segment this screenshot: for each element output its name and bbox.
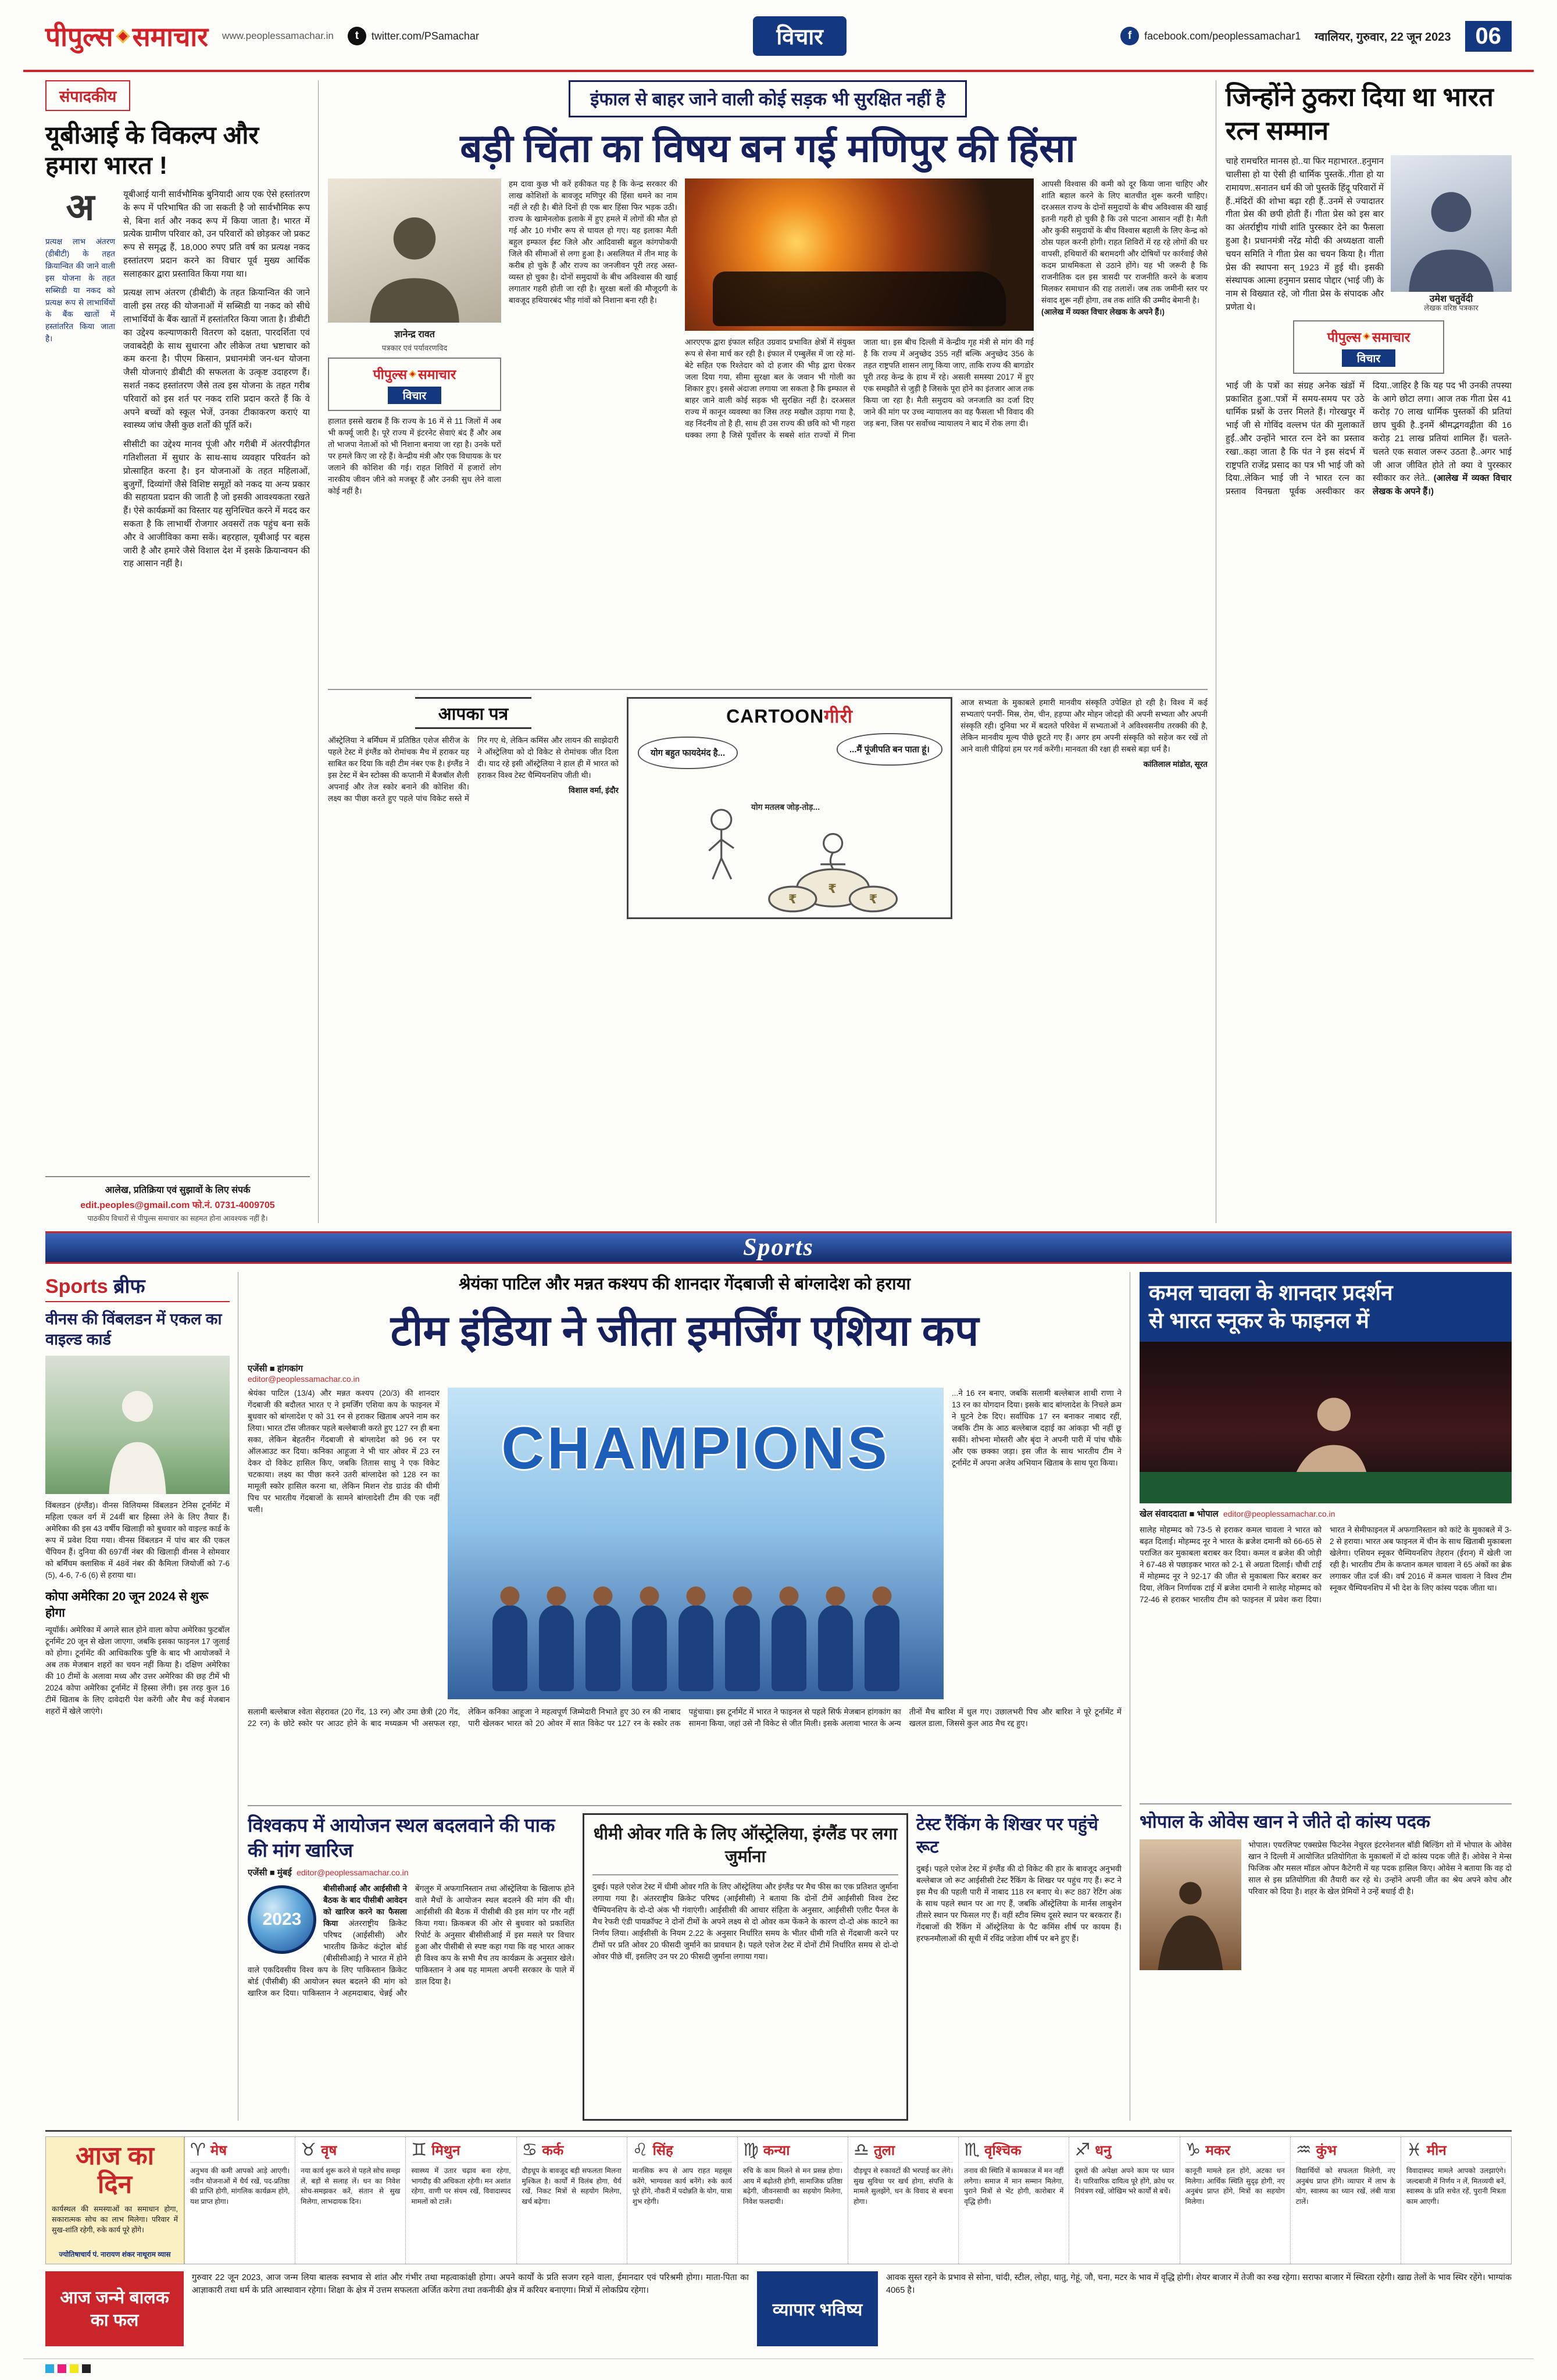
- asia-cup-text-right: ...ने 16 रन बनाए, जबकि सलामी बल्लेबाज शाथी राणा ने 13 रन का योगदान दिया। इसके बाद बांग्लादेश के निचले क्रम ने घुटने टेक दिए। सर्वाधिक 17 रन बनाकर नाबाद रहीं, जबकि टीम के आठ बल्लेबाज दहाई का आंकड़ा भी नहीं छू सकीं। शोभना मोस्तरी और बृंदा ने अपनी पारी में पांच चौके और एक छक्का जड़ा। इस जीत के साथ भारतीय टीम ने टूर्नामेंट में अपना अजेय अभियान खिताब के साथ पूरा किया।: [952, 1389, 1122, 1467]
- trade-text: आवक सुस्त रहने के प्रभाव से सोना, चांदी, स्टील, लोहा, धातु, गेहूं, जौ, चना, मटर के भाव में वृद्धि होगी। शेयर बाजार में तेजी का रुख रहेगा। सराफा बाजार में स्थिरता रहेगी। खाद्य तेलों के भाव स्थिर रहेंगे। भाग्यांक 4065 है।: [886, 2273, 1512, 2296]
- editorial-paragraph: यूबीआई यानी सार्वभौमिक बुनियादी आय एक ऐसे हस्तांतरण के रूप में परिभाषित की जा सकती है जो सार्वभौमिक रूप से, बिना शर्त और नकद रूप में किया जाता है। भारत में प्रत्येक ग्रामीण परिवार को, उन परिवारों को छोड़कर जो प्रकट रूप से समृद्ध हैं, 18,000 रुपए प्रति वर्ष का प्रत्यक्ष नकद हस्तांतरण प्रदान करने का विचार पूर्व मुख्य आर्थिक सलाहकार द्वारा प्रस्तावित किया गया था।: [123, 189, 310, 279]
- editorial-pullquote: [45, 188, 115, 1170]
- twitter-icon: t: [348, 27, 366, 45]
- brand-diamond-icon: [409, 370, 416, 378]
- zodiac-cell-aries: [184, 2137, 295, 2264]
- ratna-body: [1226, 380, 1512, 1223]
- player-silhouette: [865, 1605, 899, 1691]
- lead-article: [328, 80, 1216, 1223]
- twitter-handle: [348, 27, 479, 45]
- snooker-player-silhouette: [1140, 1364, 1512, 1503]
- brand-section: विचार: [1342, 349, 1395, 367]
- worldcup-text: अंतरराष्ट्रीय क्रिकेट परिषद (आईसीसी) और भारतीय क्रिकेट कंट्रोल बोर्ड (बीसीसीआई) ने भारत में होने वाले एकदिवसीय विश्व कप के लिए पाकिस्तान क्रिकेट बोर्ड (पीसीबी) की आयोजन स्थल बदलने की मांग को खारिज कर दिया। पाकिस्तान ने अहमदाबाद, चेन्नई और बेंगलुरु में अफगानिस्तान तथा ऑस्ट्रेलिया के खिलाफ होने वाले मैचों के आयोजन स्थल बदलने की मांग की थी। आईसीसी की बैठक में पीसीबी की इस मांग पर गौर नहीं किया गया। क्रिकबज की ओर से बुधवार को प्रकाशित रिपोर्ट के अनुसार बीसीसीआई में इस मसले पर विचार हुआ और पीसीबी से स्पष्ट कहा गया कि वह भारत आकर ही विश्व कप के सभी मैच तय कार्यक्रम के अनुसार खेले। पाकिस्तान ने अब यह मामला अपनी सरकार के पाले में डाल दिया है।: [248, 1884, 574, 1997]
- owais-body-row: [1140, 1839, 1512, 2121]
- letter-2: [960, 697, 1208, 919]
- brand-text-2: समाचार: [418, 367, 456, 383]
- byline-agency: एजेंसी ■ हांगकांग: [248, 1364, 303, 1374]
- zodiac-name: वृश्चिक: [984, 2143, 1022, 2159]
- bharat-ratna-article: [1226, 80, 1512, 1223]
- person-silhouette: [1391, 174, 1512, 292]
- magenta-mark: [58, 2364, 66, 2373]
- sports-section: [45, 1231, 1512, 2121]
- facebook-icon: f: [1120, 27, 1139, 45]
- bodybuilder-photo: [1140, 1839, 1241, 1970]
- lead-kicker: इंफाल से बाहर जाने वाली कोई सड़क भी सुरक्षित नहीं है: [569, 80, 967, 117]
- letters-section-title: आपका पत्र: [415, 697, 531, 729]
- masthead: [45, 9, 1512, 63]
- lead-article-body: [328, 178, 1208, 682]
- brief-header-red: Sports: [45, 1275, 108, 1298]
- zodiac-cell-sagittarius: [1069, 2137, 1179, 2264]
- letters-strip: [328, 689, 1208, 919]
- author-role: पत्रकार एवं पर्यावरणविद: [381, 344, 448, 353]
- brief-body-1: विंबलडन (इंग्लैंड)। वीनस विलियम्स विंबलडन टेनिस टूर्नामेंट में महिला एकल वर्ग में 24वीं बार हिस्सा लेने के लिए तैयार हैं। अमेरिका की इस 43 वर्षीय खिलाड़ी को बुधवार को वाइल्ड कार्ड के रूप में प्रवेश दिया गया। वीनस विंबलडन में पांच बार की एकल चैंपियन हैं। दुनिया की 697वीं नंबर की खिलाड़ी वीनस ने सोमवार को बर्मिंघम क्लासिक में 48वें नंबर की कैमिला जियोर्जी को 7-6 (5), 4-6, 7-6 (6) से हराया था।: [45, 1501, 230, 1579]
- zodiac-text: दूसरों की अपेक्षा अपने काम पर ध्यान दें। पारिवारिक दायित्व पूरे होंगे, क्रोध पर नियंत्रण रखें, जोखिम भरे कार्यों से बचें।: [1074, 2167, 1174, 2196]
- cartoon-title: [634, 703, 945, 728]
- birth-trade-row: [45, 2271, 1512, 2346]
- zodiac-header: [301, 2140, 400, 2163]
- asia-cup-article: [248, 1272, 1130, 2121]
- birth-label: आज जन्मे बालक का फल: [45, 2271, 184, 2346]
- sports-brief-header: [45, 1272, 230, 1302]
- zodiac-sagittarius-icon: ♐: [1074, 2140, 1091, 2160]
- zodiac-header: [854, 2140, 953, 2163]
- player-silhouette: [492, 1605, 527, 1691]
- today-title-line2: दिन: [97, 2170, 133, 2199]
- today-box: [46, 2137, 184, 2264]
- champions-overlay-text: CHAMPIONS: [501, 1415, 890, 1481]
- cartoon-speech-bubble-1: योग बहुत फायदेमंद है...: [638, 737, 738, 769]
- svg-text:₹: ₹: [828, 881, 837, 896]
- zodiac-header: [1185, 2140, 1285, 2163]
- worldcup-headline: विश्वकप में आयोजन स्थल बदलवाने की पाक की मांग खारिज: [248, 1814, 555, 1861]
- zodiac-text: दौड़धूप के बावजूद बड़ी सफलता मिलना मुश्किल है। कार्यों में विलंब होगा, धैर्य रखें, निकट मित्रों से सहयोग मिलेगा, खर्च बढ़ेगा।: [522, 2167, 622, 2206]
- zodiac-capricorn-icon: ♑: [1185, 2140, 1201, 2160]
- cartoon-canvas: [634, 732, 945, 913]
- brief-body-2: न्यूयॉर्क। अमेरिका में अगले साल होने वाला कोपा अमेरिका फुटबॉल टूर्नामेंट 20 जून से खेला जाएगा, जबकि इसका फाइनल 17 जुलाई को होगा। टूर्नामेंट की आधिकारिक पुष्टि के बाद भी आयोजकों ने अब तक मेजबान शहरों का चयन नहीं किया है। दक्षिण अमेरिका की 10 टीमों के अलावा मध्य और उत्तर अमेरिका की छह टीमें भी 2024 कोपा अमेरिका टूर्नामेंट में हिस्सा लेंगी। इस तरह कुल 16 टीमें खिताब के लिए दावेदारी पेश करेंगी और मैच कई मेजबान शहरों में खेले जाएंगे।: [45, 1625, 230, 1716]
- section-name-box: विचार: [753, 16, 846, 56]
- ratna-endnote: (आलेख में व्यक्त विचार लेखक के अपने हैं।): [1373, 473, 1512, 497]
- zodiac-cell-taurus: [295, 2137, 405, 2264]
- astrologer-credit: ज्योतिषाचार्य पं. नारायण शंकर नाथूराम व्यास: [59, 2250, 171, 2259]
- brand-diamond-icon: [1363, 333, 1370, 340]
- asia-cup-kicker: श्रेयंका पाटिल और मन्नत कश्यप की शानदार गेंदबाजी से बांग्लादेश को हराया: [458, 1275, 911, 1293]
- logo-text-1: पीपुल्स: [45, 22, 113, 52]
- cyan-mark: [45, 2364, 54, 2373]
- fine-headline: धीमी ओवर गति के लिए ऑस्ट्रेलिया, इंग्लैंड पर लगा जुर्माना: [592, 1823, 898, 1875]
- cartoon-title-red: गीरी: [824, 706, 853, 727]
- slow-over-fine-box: [583, 1813, 908, 2121]
- worldcup-intro: बीसीसीआई और आईसीसी ने बैठक के बाद पीसीबी आवेदन को खारिज करने का फैसला किया: [323, 1884, 407, 1928]
- ratna-top-row: [1226, 155, 1512, 315]
- root-ranking-article: [916, 1813, 1122, 2121]
- zodiac-text: विवादास्पद मामले आपको उलझाएंगे। जल्दबाजी में निर्णय न लें, मितव्ययी बनें, स्वास्थ्य के प्रति सचेत रहें, पुरानी मित्रता काम आएगी।: [1406, 2167, 1506, 2206]
- zodiac-header: [743, 2140, 842, 2163]
- opinion-region: [45, 80, 1512, 1223]
- venus-williams-photo: [45, 1356, 230, 1494]
- snooker-body: सालेह मोहम्मद को 73-5 से हराकर कमल चावला ने भारत को बढ़त दिलाई। मोहम्मद नूर ने भारत के ब्रजेश दमानी को 66-65 से पराजित कर मुकाबला बराबर कर दिया। कमल व ब्रजेश की जोड़ी ने 67-48 से पछाड़कर भारत को 2-1 से अग्रता दिलाई। चौथी टाई में मोहम्मद नूर ने 92-17 की जीत से मुकाबला फिर बराबर कर दिया, लेकिन निर्णायक टाई में ब्रजेश दमानी ने सालेह मोहम्मद को 72-46 से हराकर भारतीय टीम को फाइनल में प्रवेश करा दिया। भारत ने सेमीफाइनल में अफगानिस्तान को कांटे के मुकाबले में 3-2 से हराया। भारत अब फाइनल में चीन के साथ खिताबी मुकाबला खेलेगा। एशियन स्नूकर चैम्पियनशिप तेहरान (ईरान) में खेली जा रही है। भारतीय टीम के कप्तान कमल चावला ने 65 अंकों का ब्रेक लगाकर जीत दर्ज की। वर्ष 2016 में कमल चावला ने विश्व टीम स्नूकर चैम्पियनशिप में भी देश के लिए कांस्य पदक जीता था।: [1140, 1525, 1512, 1604]
- zodiac-cell-aquarius: [1290, 2137, 1401, 2264]
- byline-agency: एजेंसी ■ मुंबई: [248, 1867, 292, 1878]
- brand-title: [1299, 327, 1438, 346]
- sports-brief-column: [45, 1272, 238, 2121]
- letter-1-text: ऑस्ट्रेलिया ने बर्मिंघम में प्रतिष्ठित एशेज सीरीज के पहले टेस्ट में इंग्लैंड को रोमांचक मैच में हराकर यह साबित कर दिया कि वही टीम नंबर एक है। इंग्लैंड ने इस टेस्ट में बेन स्टोक्स की कप्तानी में बैजबॉल शैली अपनाई और तेज स्कोर बनाने की कोशिश की। लक्ष्य का पीछा करते हुए पहले पांच विकेट सस्ते में गिर गए थे, लेकिन कमिंस और लायन की साझेदारी ने ऑस्ट्रेलिया को दो विकेट से रोमांचक जीत दिला दी। याद रहे इसी ऑस्ट्रेलिया ने हाल ही में भारत को हराकर विश्व टेस्ट चैम्पियनशिप जीती थी।: [328, 736, 619, 803]
- zodiac-name: मिथुन: [431, 2143, 460, 2159]
- trade-label: व्यापार भविष्य: [757, 2271, 878, 2346]
- editorial-paragraph: प्रत्यक्ष लाभ अंतरण (डीबीटी) के तहत क्रियान्वित की जाने वाली इस तरह की योजनाओं में सब्सिडी या नकद को सीधे लाभार्थियों के बैंक खातों में हस्तांतरित किया जाता है। डीबीटी का उद्देश्य कल्याणकारी वितरण को दक्षता, पारदर्शिता एवं जवाबदेही के साथ सुधारना और लीकेज तथा भ्रष्टाचार को कम करना है। पीएम किसान, प्रधानमंत्री जन-धन योजना जैसी योजनाएं डीबीटी की सफलता के उत्कृष्ट उदाहरण हैं। सशर्त नकद हस्तांतरण जैसे तत्व इस योजना के तहत गरीब परिवारों को इस शर्त पर नकद राशि प्रदान करते हैं कि वे अपने बच्चों को स्कूल भेजें, उनका टीकाकरण कराएं या स्वास्थ्य जांच जैसी कुछ शर्तों की पूर्ति करें।: [123, 288, 310, 431]
- bottom-rule: [23, 2358, 1534, 2359]
- editorial-section-tag: संपादकीय: [45, 80, 130, 111]
- facebook-handle-text: facebook.com/peoplessamachar1: [1144, 30, 1301, 42]
- author-role: लेखक वरिष्ठ पत्रकार: [1424, 303, 1479, 313]
- snooker-headline-line1: कमल चावला के शानदार प्रदर्शन: [1149, 1281, 1393, 1305]
- zodiac-name: तुला: [873, 2143, 895, 2159]
- bodybuilder-silhouette: [1140, 1858, 1241, 1971]
- worldcup-2023-logo: 2023: [248, 1885, 316, 1954]
- fine-body: दुबई। पहले एशेज टेस्ट में धीमी ओवर गति के लिए ऑस्ट्रेलिया और इंग्लैंड पर मैच फीस का एक प्रतिशत जुर्माना लगाया गया है। अंतरराष्ट्रीय क्रिकेट परिषद (आईसीसी) ने बताया कि दोनों टीमें आईसीसी विश्व टेस्ट चैम्पियनशिप के दो-दो अंक भी गंवाएंगी। आईसीसी की आचार संहिता के अनुसार, आईसीसी एलीट पैनल के मैच रेफरी एंडी पायक्रॉफ्ट ने दोनों टीमों के अपने लक्ष्य से दो ओवर कम फेंकने के कारण दो-दो अंक काटने का निर्णय लिया। आईसीसी के नियम 2.22 के अनुसार निर्धारित समय के भीतर धीमी गति से गेंदबाजी करने पर टीमों पर प्रति ओवर 20 फीसदी जुर्माने का प्रावधान है। पहले एशेज टेस्ट में दोनों टीमें निर्धारित समय से दो-दो ओवर पीछे थीं, इसलिए उन पर 20 फीसदी जुर्माना लगाया गया।: [592, 1882, 898, 1961]
- zodiac-cell-cancer: [516, 2137, 627, 2264]
- zodiac-libra-icon: ♎: [854, 2140, 869, 2160]
- zodiac-cancer-icon: ♋: [522, 2140, 538, 2160]
- owais-article: [1140, 1803, 1512, 2121]
- zodiac-virgo-icon: ♍: [742, 2140, 759, 2160]
- editorial-contact-box: [45, 1176, 310, 1223]
- contact-title: आलेख, प्रतिक्रिया एवं सुझावों के लिए संपर्क: [105, 1185, 251, 1195]
- zodiac-name: सिंह: [652, 2143, 673, 2159]
- editorial-text: [123, 188, 310, 1170]
- zodiac-pisces-icon: ♓: [1406, 2140, 1422, 2160]
- zodiac-text: कानूनी मामले हल होंगे, अटका धन मिलेगा। आर्थिक स्थिति सुदृढ़ होगी, नए अनुबंध प्राप्त होंगे, मित्रों का सहयोग मिलेगा।: [1185, 2167, 1285, 2206]
- zodiac-cell-leo: [627, 2137, 737, 2264]
- lead-headline: बड़ी चिंता का विषय बन गई मणिपुर की हिंसा: [460, 127, 1076, 170]
- cartoon-title-black: CARTOON: [726, 706, 824, 727]
- asia-cup-body-row: [248, 1388, 1122, 1699]
- ratna-text-intro: चाहे रामचरित मानस हो..या फिर महाभारत..हनुमान चालीसा हो या ऐसी ही धार्मिक पुस्तकें..गीता हो या रामायण..सनातन धर्म की जो पुस्तकें हिंदू परिवारों में हैं..मंदिरों की शोभा बढ़ा रही हैं..उनमें से ज्यादातर गीता प्रेस की छपी होती हैं। गीता प्रेस को इस बार का अंतर्राष्ट्रीय गांधी शांति पुरस्कार देने का फैसला हुआ है। प्रधानमंत्री नरेंद्र मोदी की अध्यक्षता वाली चयन समिति ने गीता प्रेस का चयन किया है। गीता प्रेस की स्थापना सन् 1923 में हुई थी। इसकी संस्थापक आत्मा हनुमान प्रसाद पोद्दार (भाई जी) के नाम से विख्यात रहे, जो गीता प्रेस के संपादक और प्रणेता थे।: [1226, 156, 1384, 312]
- zodiac-text: दौड़धूप से रुकावटों की भरपाई कर लेंगे। सुख सुविधा पर खर्च होगा, संपत्ति के मामले सुलझेंगे, धन के विवाद से बचना होगा।: [854, 2167, 954, 2206]
- today-title-line1: आज का: [75, 2142, 155, 2170]
- byline-email: editor@peoplessamachar.co.in: [1223, 1509, 1335, 1519]
- zodiac-name: कुंभ: [1316, 2143, 1337, 2159]
- page-number: 06: [1465, 21, 1512, 52]
- brand-text-1: पीपुल्स: [373, 367, 408, 383]
- zodiac-text: रुचि के काम मिलने से मन प्रसन्न होगा। आय में बढ़ोतरी होगी, सामाजिक प्रतिष्ठा बढ़ेगी, जीवनसाथी का सहयोग मिलेगा, निवेश फलदायी।: [742, 2167, 843, 2206]
- black-mark: [82, 2364, 91, 2373]
- burning-vehicle-photo: [685, 178, 1034, 331]
- website-url: www.peoplessamachar.in: [222, 30, 334, 41]
- facebook-handle: [1120, 27, 1301, 45]
- author-photo-gyanendra: [328, 178, 501, 323]
- author-name: ज्ञानेन्द्र रावत: [394, 330, 435, 340]
- worldcup-byline: [248, 1867, 574, 1878]
- letter-1: [328, 735, 619, 919]
- zodiac-text: मानसिक रूप से आप राहत महसूस करेंगे, भाग्यवश कार्य बनेंगे। रुके कार्य पूरे होंगे, नौकरी में पदोन्नति के योग, यात्रा शुभ रहेगी।: [632, 2167, 732, 2206]
- zodiac-leo-icon: ♌: [632, 2140, 648, 2160]
- owais-body: भोपाल। एयरलिफ्ट एक्सप्रेस फिटनेस नेचुरल इंटरनेशनल बॉडी बिल्डिंग शो में भोपाल के ओवेस खान ने दिल्ली में आयोजित प्रतियोगिता के मुकाबलों में दो कांस्य पदक जीते हैं। ओवेस ने मेन्स फिजिक और मसल मॉडल ओपन कैटेगरी में यह पदक हासिल किए। ओवेस ने बताया कि वह दो साल से इस प्रतियोगिता की तैयारी कर रहे थे। उन्होंने अपनी जीत का श्रेय अपने कोच और परिवार को दिया है। शहर के खेल प्रेमियों ने उन्हें बधाई दी है।: [1248, 1841, 1512, 1896]
- sports-grid: [45, 1272, 1512, 2121]
- zodiac-text: नया कार्य शुरू करने से पहले सोच समझ लें, बड़ों से सलाह लें। धन का निवेश सोच-समझकर करें, संतान से सुख मिलेगा, लाभदायक दिन।: [301, 2167, 401, 2206]
- contact-email: edit.peoples@gmail.com फो.नं. 0731-4009705: [80, 1200, 275, 1210]
- cartoon-box: [627, 697, 952, 919]
- letter-2-signature: कांतिलाल मांडोत, सूरत: [1143, 759, 1208, 769]
- sports-bottom-row: [248, 1805, 1122, 2121]
- sports-section-banner: Sports: [45, 1231, 1512, 1264]
- worldcup-body: [248, 1883, 574, 2121]
- byline-email: editor@peoplessamachar.co.in: [248, 1374, 360, 1384]
- zodiac-cell-scorpio: [958, 2137, 1069, 2264]
- root-body: दुबई। पहले एशेज टेस्ट में इंग्लैंड की दो विकेट की हार के बावजूद अनुभवी बल्लेबाज जो रूट आईसीसी टेस्ट रैंकिंग के शिखर पर पहुंच गए हैं। रूट ने इस मैच की पहली पारी में नाबाद 118 रन बनाए थे। रूट 887 रेटिंग अंक के साथ पहले स्थान पर आ गए हैं, जबकि ऑस्ट्रेलिया के मार्नस लाबुशेन तीसरे स्थान पर फिसल गए हैं। वहीं स्टीव स्मिथ दूसरे स्थान पर बरकरार हैं। गेंदबाजों की रैंकिंग में ऑस्ट्रेलिया के पैट कमिंस शीर्ष पर कायम हैं। हरफनमौलाओं की सूची में रविंद्र जडेजा शीर्ष पर बने हुए हैं।: [916, 1864, 1122, 1943]
- zodiac-taurus-icon: ♉: [301, 2140, 317, 2160]
- ratna-text-body: भाई जी के पत्रों का संग्रह अनेक खंडों में प्रकाशित हुआ..पत्रों में समय-समय पर उठे धार्मिक प्रश्नों के उत्तर मिलते हैं। गोरखपुर में भाई जी से गोविंद वल्लभ पंत की मुलाकातें हुईं..और उन्होंने भारत रत्न देने का प्रस्ताव रखा..कहा जाता है कि पंत ने इस संदर्भ में राष्ट्रपति राजेंद्र प्रसाद का पत्र भी भाई जी को दिया..लेकिन भाई जी ने भारत रत्न का प्रस्ताव विनम्रता पूर्वक अस्वीकार कर दिया..जाहिर है कि यह पद भी उनकी तपस्या के आगे छोटा लगा। आज तक गीता प्रेस 41 करोड़ 70 लाख धार्मिक पुस्तकों की प्रतियां छाप चुकी है..इनमें श्रीमद्भगवद्गीता की 16 करोड़ 21 लाख प्रतियां शामिल हैं। चलते-चलते एक सवाल जरूर उठता है..अगर भाई जी आज जीवित होते तो क्या वे पुरस्कार स्वीकार कर लेते..: [1226, 380, 1512, 497]
- editorial-side-note: प्रत्यक्ष लाभ अंतरण (डीबीटी) के तहत क्रियान्वित की जाने वाली इस योजना के तहत सब्सिडी या नकद को प्रत्यक्ष रूप से लाभार्थियों के बैंक खातों में हस्तांतरित किया जाता है।: [45, 237, 115, 344]
- zodiac-name: मीन: [1426, 2143, 1447, 2159]
- svg-text:₹: ₹: [869, 892, 878, 907]
- editorial-dropcap: अ: [66, 188, 95, 228]
- newspaper-logo: [45, 18, 208, 54]
- editorial-column: [45, 80, 319, 1223]
- brand-title: [334, 364, 495, 383]
- owais-headline: भोपाल के ओवेस खान ने जीते दो कांस्य पदक: [1140, 1811, 1430, 1832]
- snooker-headline: [1140, 1272, 1512, 1342]
- zodiac-name: वृष: [321, 2143, 337, 2159]
- yellow-mark: [70, 2364, 78, 2373]
- zodiac-name: मेष: [210, 2143, 227, 2159]
- tennis-player-silhouette: [45, 1375, 230, 1495]
- brand-text-1: पीपुल्स: [1327, 329, 1362, 345]
- horoscope-section: [45, 2130, 1512, 2346]
- brand-section: विचार: [388, 387, 441, 404]
- snooker-column: [1140, 1272, 1512, 2121]
- brief-header-navy: ब्रीफ: [108, 1275, 145, 1298]
- worldcup-article: [248, 1813, 574, 2121]
- editorial-paragraph: सीसीटी का उद्देश्य मानव पूंजी और गरीबी में अंतरपीढ़ीगत गतिशीलता में सुधार के साथ-साथ व्यवहार परिवर्तन को प्रोत्साहित करना है। इन योजनाओं के तहत महिलाओं, बुजुर्गों, दिव्यांगों जैसे विशिष्ट समूहों को नकद या अन्य प्रकार की सहायता प्रदान की जाती है जो इसकी आवश्यकता रखते हैं। ऐसे कार्यक्रमों का विस्तार यह सुनिश्चित करने में मदद कर सकता है कि लाभार्थी रोजगार अवसरों तक पहुंच बना सकें और वे आजीविका कमा सकें। बहरहाल, यूबीआई पर बहस जारी है और हमारे जैसे विशाल देश में इसके क्रियान्वयन की राह आसान नहीं है।: [123, 439, 310, 569]
- lead-column-3-4: [685, 178, 1034, 682]
- team-players-silhouettes: [448, 1585, 944, 1699]
- zodiac-gemini-icon: ♊: [411, 2140, 427, 2160]
- author-photo-umesh: [1391, 155, 1512, 292]
- zodiac-name: कर्क: [542, 2143, 564, 2159]
- zodiac-header: [411, 2140, 510, 2163]
- letters-section: [328, 697, 619, 919]
- lead-column-1: [328, 178, 501, 682]
- asia-cup-headline: टीम इंडिया ने जीता इमर्जिंग एशिया कप: [390, 1307, 979, 1355]
- player-silhouette: [585, 1605, 620, 1691]
- dateline: ग्वालियर, गुरुवार, 22 जून 2023: [1315, 30, 1451, 44]
- lead-column-2: हम दावा कुछ भी करें हकीकत यह है कि केन्द्र सरकार की लाख कोशिशों के बावजूद मणिपुर की हिंसा थमने का नाम नहीं ले रही है। बीते दिनों ही एक बार हिंसा फिर भड़क उठी। राज्य के खामेनलोक इलाके में हुए हमले में लोगों की मौत हो गई और 10 गंभीर रूप से घायल हो गए। यह इलाका मैती बहुल इम्फाल ईस्ट जिले और आदिवासी बहुल कांगपोकपी जिले की सीमाओं से लगा हुआ है। असलियत में तीन माह के करीब हो चुके हैं और राज्य का जनजीवन पूरी तरह अस्त-व्यस्त हो चुका है। दोनों समुदायों के बीच अविश्वास की खाई लगातार गहरी होती जा रही है। सुरक्षा बलों की मौजूदगी के बावजूद हथियारबंद भीड़ गांवों को निशाना बना रही है।: [509, 180, 677, 305]
- logo-diamond-icon: [116, 29, 130, 43]
- lead-text-col1: हालात इससे खराब हैं कि राज्य के 16 में से 11 जिलों में अब भी कर्फ्यू जारी है। पूरे राज्य में इंटरनेट सेवाएं बंद हैं और अब तो भाजपा नेताओं को भी निशाना बनाया जा रहा है। उनके घरों पर हमले किए जा रहे हैं। केन्द्रीय मंत्री और एक विधायक के घर जलाने की कोशिश की गई। राहत शिविरों में हजारों लोग नारकीय जीवन जीने को मजबूर हैं और उनकी सुध लेने वाला कोई नहीं है।: [328, 417, 501, 495]
- zodiac-text: स्वास्थ्य में उतार चढ़ाव बना रहेगा, भागदौड़ की अधिकता रहेगी। मन अशांत रहेगा, वाणी पर संयम रखें, विवादास्पद मामलों को टालें।: [411, 2167, 511, 2206]
- zodiac-text: विद्यार्थियों को सफलता मिलेगी, नए अनुबंध प्राप्त होंगे। व्यापार में लाभ के योग, स्वास्थ्य का ध्यान रखें, लंबी यात्रा टालें।: [1295, 2167, 1395, 2206]
- lead-endnote: (आलेख में व्यक्त विचार लेखक के अपने हैं।): [1041, 307, 1165, 316]
- zodiac-scorpio-icon: ♏: [964, 2140, 980, 2160]
- ratna-photo-column: [1391, 155, 1512, 315]
- print-registration-marks: [45, 2364, 91, 2373]
- cartoon-drawing: [634, 782, 945, 913]
- player-silhouette: [678, 1605, 713, 1691]
- player-silhouette: [725, 1605, 760, 1691]
- lead-kicker-wrap: [328, 80, 1208, 117]
- lead-text-col5: आपसी विश्वास की कमी को दूर किया जाना चाहिए और शांति बहाल करने के लिए बातचीत शुरू करनी चाहिए। दरअसल राज्य के दोनों समुदायों के बीच अविश्वास की खाई इतनी गहरी हो चुकी है कि उसे पाटना आसान नहीं है। मैती और कुकी समुदायों के बीच विश्वास बहाली के लिए केन्द्र को ठोस पहल करनी होगी। राहत शिविरों में रह रहे लोगों की घर वापसी, हथियारों की बरामदगी और दोषियों पर कार्रवाई जैसे कदम प्राथमिकता से उठाने होंगे। यह भी जरूरी है कि राजनीतिक दल इस त्रासदी पर राजनीति करने के बजाय मिलकर समाधान की राह तलाशें। जब तक जमीनी स्तर पर संवाद शुरू नहीं होगा, तब तक शांति की उम्मीद बेमानी है।: [1041, 180, 1208, 305]
- champions-team-photo: [448, 1388, 944, 1699]
- zodiac-row: [45, 2136, 1512, 2264]
- snooker-headline-line2: से भारत स्नूकर के फाइनल में: [1149, 1309, 1369, 1333]
- today-text: कार्यस्थल की समस्याओं का समाधान होगा, सकारात्मक सोच का लाभ मिलेगा। परिवार में सुख-शांति रहेगी, रुके कार्य पूरे होंगे।: [52, 2204, 178, 2234]
- zodiac-aquarius-icon: ♒: [1295, 2140, 1312, 2160]
- zodiac-aries-icon: ♈: [190, 2140, 206, 2160]
- snooker-byline: [1140, 1508, 1512, 1520]
- asia-cup-text-left: श्रेयंका पाटिल (13/4) और मन्नत कश्यप (20/3) की शानदार गेंदबाजी की बदौलत भारत ए ने इमर्जिंग एशिया कप के फाइनल में बुधवार को बांग्लादेश ए को 31 रन से हराकर खिताब अपने नाम कर लिया। भारत टॉस जीतकर पहले बल्लेबाजी करते हुए 127 रन ही बना सका, लेकिन बेहतरीन गेंदबाजी से बांग्लादेश को 96 रन पर ऑलआउट कर दिया। कनिका आहूजा ने भी चार ओवर में 23 रन देकर दो विकेट हासिल किए, जबकि तितास साधु ने एक विकेट चटकाया। लक्ष्य का पीछा करने उतरी बांग्लादेश को 128 रन का मामूली स्कोर हासिल करना था, लेकिन मिशन रोड ग्राउंड की धीमी पिच पर भारतीय गेंदबाजों के सामने बांग्लादेशी टीम की एक नहीं चली।: [248, 1389, 440, 1514]
- zodiac-header: [1074, 2140, 1174, 2163]
- birth-text: गुरुवार 22 जून 2023, आज जन्म लिया बालक स्वभाव से शांत और गंभीर तथा महत्वाकांक्षी होगा। अपने कार्यों के प्रति सजग रहने वाला, ईमानदार एवं परिश्रमी होगा। माता-पिता का आज्ञाकारी तथा धर्म के प्रति आस्थावान रहेगा। शिक्षा के क्षेत्र में उत्तम सफलता अर्जित करेगा तथा तकनीकी क्षेत्र में करियर बनाएगा। मित्रों में लोकप्रिय रहेगा।: [192, 2273, 749, 2296]
- masthead-divider: [23, 70, 1534, 72]
- zodiac-header: [964, 2140, 1063, 2163]
- paper-brand-box: [328, 358, 501, 411]
- zodiac-cell-pisces: [1401, 2137, 1511, 2264]
- svg-text:₹: ₹: [788, 892, 797, 907]
- zodiac-text: तनाव की स्थिति में कामकाज में मन नहीं लगेगा। समाज में मान सम्मान मिलेगा, पुराने मित्रों से भेंट होगी, कारोबार में वृद्धि होगी।: [964, 2167, 1064, 2206]
- cartoon-speech-bubble-2: ...मैं पूंजीपति बन पाता हूं।: [837, 733, 942, 766]
- letter-2-text: आज सभ्यता के मुकाबले हमारी मानवीय संस्कृति उपेक्षित हो रही है। विश्व में कई सभ्यताएं पनपीं- मिस्र, रोम, चीन, हड़प्पा और मोहन जोदड़ो की अपनी सभ्यता और अपनी संस्कृति रही। दुनिया भर में बदलते परिवेश में सभ्यताओं ने अविश्वसनीय तरक्की की है, लेकिन मानवीय मूल्य पीछे छूटते गए हैं। अगर हम अपनी संस्कृति को सहेज कर रखें तो आने वाली पीढ़ियां हम पर गर्व करेंगी। मानवता की रक्षा ही सबसे बड़ा धर्म है।: [960, 698, 1208, 753]
- twitter-handle-text: twitter.com/PSamachar: [371, 30, 479, 42]
- player-silhouette: [772, 1605, 806, 1691]
- zodiac-header: [1406, 2140, 1506, 2163]
- brand-text-2: समाचार: [1372, 329, 1410, 345]
- byline-agency: खेल संवाददाता ■ भोपाल: [1140, 1509, 1219, 1520]
- asia-cup-byline: [248, 1363, 1122, 1384]
- zodiac-header: [522, 2140, 622, 2163]
- paper-brand-box: [1293, 320, 1444, 374]
- ratna-headline: जिन्होंने ठुकरा दिया था भारत रत्न सम्मान: [1226, 82, 1494, 145]
- asia-cup-text-below: सलामी बल्लेबाज श्वेता सेहरावत (20 गेंद, 13 रन) और उमा छेत्री (20 गेंद, 22 रन) के छोटे स्कोर पर आउट होने के बाद मध्यक्रम भी असफल रहा, लेकिन कनिका आहूजा ने महत्वपूर्ण जिम्मेदारी निभाते हुए 30 रन की नाबाद पारी खेलकर भारत को 20 ओवर में सात विकेट पर 127 रन के स्कोर तक पहुंचाया। इस टूर्नामेंट में भारत ने फाइनल से पहले सिर्फ मेजबान हांगकांग का सामना किया, जहां उसे नौ विकेट से जीत मिली। इसके अलावा भारत के अन्य तीनों मैच बारिश में धुल गए। उछालभरी पिच और बारिश ने पूरे टूर्नामेंट में खलल डाला, जिससे कुल आठ मैच रद्द हुए।: [248, 1707, 1122, 1728]
- lead-text-col3-4: आरएएफ द्वारा इंफाल सहित उग्रवाद प्रभावित क्षेत्रों में संयुक्त रूप से सेना मार्च कर रही है। इंफाल में एम्बुलेंस में जा रहे मां-बेटे सहित एक रिश्तेदार को दो हजार की भीड़ द्वारा घेरकर जला दिया गया, सीमा सुरक्षा बल के जवान भी गोली का शिकार हुए। इससे अंदाजा लगाया जा सकता है कि इम्फाल से बाहर जाने वाली कोई सड़क भी सुरक्षित नहीं है। दरअसल राज्य में कानून व्यवस्था का जिस तरह मखौल उड़ाया गया है, वह निंदनीय तो है ही, साथ ही उस राज्य की छवि को भी गहरा धक्का लगा है जिसे पूर्वोत्तर के सबसे शांत राज्यों में गिना जाता था। इस बीच दिल्ली में केन्द्रीय गृह मंत्री से मांग की गई है कि राज्य में अनुच्छेद 355 नहीं बल्कि अनुच्छेद 356 के तहत राष्ट्रपति शासन लागू किया जाए, ताकि राज्य की बागडोर पूरी तरह केन्द्र के हाथ में रहे। असली समस्या 2017 में हुए एक समझौते से जुड़ी है जिसके पूरा होने का इंतजार आज तक किया जा रहा है। मैती समुदाय को जनजाति का दर्जा दिए जाने की मांग पर उच्च न्यायालय का वह फैसला भी विवाद की जड़ बना, जिस पर सर्वोच्च न्यायालय ने बाद में रोक लगा दी।: [685, 338, 1034, 439]
- brief-subhead: कोपा अमेरिका 20 जून 2024 से शुरू होगा: [45, 1589, 209, 1620]
- lead-column-5: [1041, 178, 1208, 682]
- byline-email: editor@peoplessamachar.co.in: [297, 1867, 409, 1877]
- zodiac-name: कन्या: [763, 2143, 790, 2159]
- brief-headline: वीनस की विंबलडन में एकल का वाइल्ड कार्ड: [45, 1310, 222, 1349]
- letter-1-signature: विशाल वर्मा, इंदौर: [569, 785, 619, 795]
- root-headline: टेस्ट रैंकिंग के शिखर पर पहुंचे रूट: [916, 1815, 1098, 1857]
- zodiac-name: मकर: [1205, 2143, 1231, 2159]
- zodiac-name: धनु: [1095, 2143, 1112, 2159]
- player-silhouette: [632, 1605, 667, 1691]
- editorial-body: [45, 188, 310, 1170]
- cartoon-caption: योग मतलब जोड़-तोड़...: [751, 802, 820, 812]
- zodiac-header: [633, 2140, 732, 2163]
- zodiac-cell-libra: [848, 2137, 958, 2264]
- zodiac-header: [190, 2140, 290, 2163]
- today-title: [52, 2142, 178, 2199]
- zodiac-cell-capricorn: [1180, 2137, 1290, 2264]
- zodiac-cell-virgo: [737, 2137, 848, 2264]
- zodiac-cell-gemini: [405, 2137, 516, 2264]
- player-silhouette: [539, 1605, 574, 1691]
- player-silhouette: [818, 1605, 853, 1691]
- author-name: उमेश चतुर्वेदी: [1429, 294, 1473, 305]
- person-silhouette: [328, 199, 501, 323]
- logo-text-2: समाचार: [132, 22, 209, 52]
- editorial-headline: यूबीआई के विकल्प और हमारा भारत !: [45, 121, 259, 180]
- zodiac-text: अनुभव की कमी आपको आड़े आएगी। नवीन योजनाओं में धैर्य रखें, पद-प्रतिष्ठा की प्राप्ति होगी, मांगलिक कार्यक्रम होंगे, यश प्राप्त होगा।: [190, 2167, 290, 2206]
- editorial-disclaimer: पाठकीय विचारों से पीपुल्स समाचार का सहमत होना आवश्यक नहीं है।: [87, 1214, 268, 1223]
- snooker-player-photo: [1140, 1342, 1512, 1503]
- zodiac-header: [1296, 2140, 1395, 2163]
